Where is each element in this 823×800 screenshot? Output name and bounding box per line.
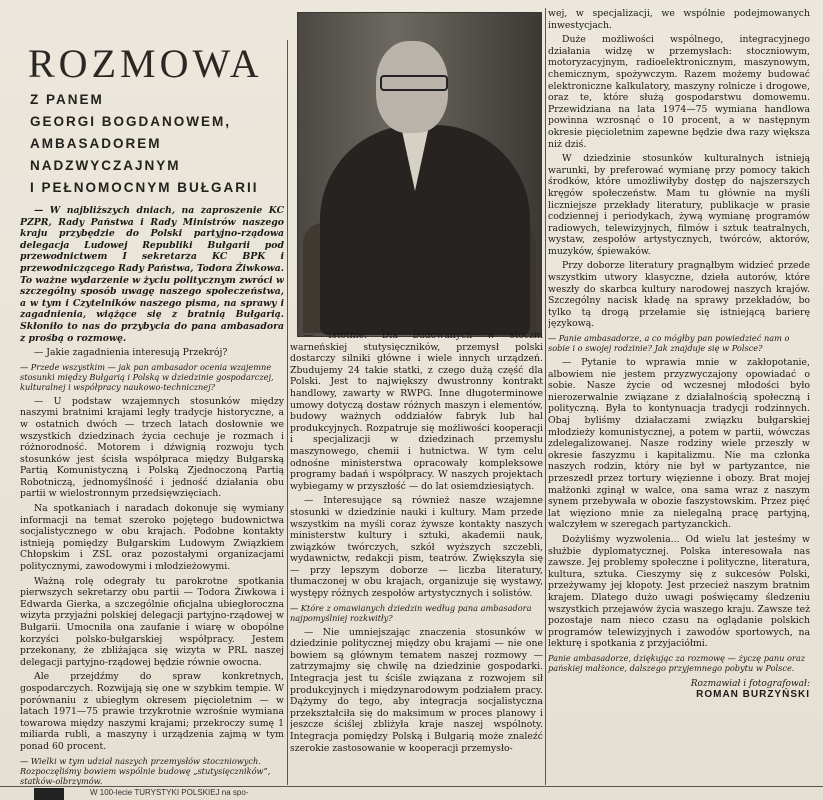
paragraph: — Pytanie to wprawia mnie w zakłopotanie, albowiem nie jestem przyzwyczajony opowiadać o sobie. Nasze życie od wczesnej młodości było nierozerwalnie związane z działalnością społeczną i polityczną. Była to kontynuacja tradycji rodzinnych. Obaj byliśmy działaczami związku bułgarskiej młodzieży komunistycznej, a potem w partii, wówczas zdelegalizowanej. Nasze rodziny wiele przeszły w okresie faszyzmu i kapitalizmu. Nie ma członka naszych rodzin, który nie był w partyzantce, nie przeszedł przez tortury więzienne i obozy. Brat mojej małżonki zginął w walce, ona sama wraz z naszym synem przebywała w obozie faszystowskim. Przez pięć lat więziono mnie za nielegalną pracę partyjną, walczyłem w szeregach partyzanckich. (548, 357, 810, 531)
column-divider (545, 8, 546, 785)
footer-text: W 100-lecie TURYSTYKI POLSKIEJ na spo- (90, 788, 249, 797)
paragraph: Przy doborze literatury pragnąłbym widzieć przede wszystkim utwory klasyczne, dzieła autorów, które weszły do skarbca kultury narodowej naszych krajów. Szczególny nacisk kładę na sprawy przekładów, bo tylko tą drogą przełamie się istniejącą barierę językową. (548, 260, 810, 330)
paragraph: Ważną rolę odegrały tu parokrotne spotkania pierwszych sekretarzy obu partii — Todora Żiwkowa i Edwarda Gierka, a szczególnie oficjalna ubiegłoroczna wizyta przyjaźni polskiej delegacji partyjno-rządowej w Bułgarii. Umocniła ona zaufanie i wiarę w obopólne korzyści polsko-bułgarskiej współpracy. Jestem przekonany, że zbliżająca się wizyta w PRL naszej delegacji partyjno-rządowej będzie równie owocna. (20, 575, 284, 668)
paragraph: — Nie umniejszając znaczenia stosunków w dziedzinie politycznej między obu krajami — nie one bowiem są głównym tematem naszej rozmowy — zatrzymajmy się chwilę na dziedzinie gospodarki. Integracja jest tu ściśle związana z rozwojem sił produkcyjnych i międzynarodowym podziałem pracy. Dążymy do tego, aby integracja socjalistyczna przekształciła się do maksimum w proces planowy i jeszcze ściślej zbliżyła kraje naszej wspólnoty. Integracja pomiędzy Polską i Bułgarią może znaleźć szerokie zastosowanie w kooperacji przemysło- (290, 626, 543, 754)
paragraph: Duże możliwości wspólnego, integracyjnego działania widzę w przemysłach: stoczniowym, motoryzacyjnym, radioelektronicznym, maszynowym, chemicznym, spożywczym. Razem możemy budować elektroniczne kalkulatory, maszyny rolnicze i drogowe, oraz te, które służą gospodarstwu domowemu. Przewidziana na lata 1974—75 wymiana handlowa powinna wzrosnąć o 10 procent, a w następnym okresie pięcioletnim zapewne będzie dwa razy większa niż dziś. (548, 34, 810, 150)
lead-paragraph: — W najbliższych dniach, na zaproszenie KC PZPR, Rady Państwa i Rady Ministrów naszego kraju przybędzie do Polski partyjno-rządowa delegacja Ludowej Republiki Bułgarii pod przewodnictwem I sekretarza KC BPK i przewodniczącego Rady Państwa, Todora Żiwkowa. To ważne wydarzenie w życiu politycznym zwróci w szczególny sposób uwagę naszego społeczeństwa, a w tym i Czytelników naszego pisma, na sprawy i zagadnienia, wiążące się z bratnią Bułgarią. Skłoniło to nas do przybycia do pana ambasadora z prośbą o rozmowę. (20, 205, 284, 344)
article-subtitle (30, 89, 284, 199)
ambassador-portrait-photo (297, 12, 542, 337)
question: — Jakie zagadnienia interesują Przekrój? (34, 347, 228, 359)
bottom-rule (0, 786, 823, 787)
question-italic: — Panie ambasadorze, a co mógłby pan powiedzieć nam o sobie i o swojej rodzinie? Jak znajduje się w Polsce? (548, 333, 790, 354)
subtitle-line: Z PANEM (30, 92, 104, 107)
photo-glasses (380, 75, 448, 91)
subtitle-line: GEORGI BOGDANOWEM, (30, 114, 231, 129)
paragraph: Ale przejdźmy do spraw konkretnych, gospodarczych. Rozwijają się one w szybkim tempie. W porównaniu z ubiegłym okresem pięcioletnim — w latach 1971—75 prawie trzykrotnie wzrośnie wymiana towarowa między naszymi krajami; przekroczy sumę 1 miliarda rubli, a maszyny i urządzenia zajmą w tym ponad 60 procent. (20, 671, 284, 752)
question-italic: — Przede wszystkim — jak pan ambasador ocenia wzajemne stosunki między Bułgarią i Polską w dziedzinie gospodarczej, kulturalnej i współpracy naukowo-technicznej? (20, 361, 274, 392)
question-italic: — Które z omawianych dziedzin według pana ambasadora najpomyślniej rozkwitły? (290, 602, 532, 623)
column-right (548, 8, 810, 785)
paragraph: Na spotkaniach i naradach dokonuje się wymiany informacji na temat szeroko pojętego budownictwa socjalistycznego w obu krajach. Podobne kontakty istnieją pomiędzy Bułgarskim Ludowym Związkiem Chłopskim i ZSL oraz pozostałymi organizacjami politycznymi, zawodowymi i młodzieżowymi. (20, 503, 284, 573)
article-title: ROZMOWA (28, 41, 263, 86)
question-italic: — Wielki w tym udział naszych przemysłów stoczniowych. Rozpoczęliśmy bowiem wspólnie budowę „stutysięczników”, statków-olbrzymów. (20, 755, 271, 785)
closing-italic: Panie ambasadorze, dziękując za rozmowę — życzę panu oraz pańskiej małżonce, dalszego przyjemnego pobytu w Polsce. (548, 652, 806, 673)
paragraph: W dziedzinie stosunków kulturalnych istnieją warunki, by preferować wymianę przy pomocy takich środków, które umożliwiłyby dostęp do najszerszych kręgów społeczeństw. Mam tu głównie na myśli liczniejsze przekłady literatury, publikacje w prasie codziennej i periodykach, żywą wymianę programów radiowych, telewizyjnych, filmów i sztuk teatralnych, wystaw, zespołów artystycznych, twórców, aktorów, muzyków, śpiewaków. (548, 153, 810, 257)
subtitle-line: I PEŁNOMOCNYM BUŁGARII (30, 180, 259, 195)
paragraph: — Interesujące są również nasze wzajemne stosunki w dziedzinie nauki i kultury. Mam przede wszystkim na myśli coraz żywsze kontakty naszych ministerstw kultury i sztuki, akademii nauk, związków twórczych, szkół wyższych szczebli, wydawnictw, redakcji pism, teatrów. Zwiększyła się — przy lepszym doborze — liczba literatury, tłumaczonej w obu krajach, organizuje się wystawy, występy różnych zespołów artystycznych i solistów. (290, 495, 543, 600)
photo-suit (320, 125, 530, 335)
paragraph: Dożyliśmy wyzwolenia... Od wielu lat jesteśmy w służbie dyplomatycznej. Polska interesowała nas zawsze. Jej problemy społeczne i polityczne, literatura, kultura, sztuka. Cieszymy się z sukcesów Polski, przeżywamy jej kłopoty. Jest przecież naszym bratnim krajem. Dlatego dużo uwagi poświęcamy śledzeniu wszystkich przejawów życia waszego kraju. Zawsze też pozostaje nam nieco czasu na oglądanie polskich programów telewizyjnych i zawodów sportowych, na lekturę i spotkania z przyjaciółmi. (548, 533, 810, 650)
subtitle-line: AMBASADOREM NADZWYCZAJNYM (30, 136, 181, 173)
byline: Rozmawiał i fotografował: (690, 678, 810, 689)
author-name: ROMAN BURZYŃSKI (696, 688, 810, 700)
paragraph: — U podstaw wzajemnych stosunków między naszymi bratnimi krajami legły tradycje historyczne, a w ostatnich dwóch — trzech latach dosłownie we wszystkich dziedzinach życia cechuje je rozmach i różnorodność. Motorem i dźwignią rozwoju tych stosunków jest ścisła współpraca między Bułgarską Partią Komunistyczną i Polską Zjednoczoną Partią Robotniczą, jednomyślność i jedność działania obu partii w wielostronnym przedsięwzięciach. (20, 395, 284, 500)
paragraph: — Istotnie. Dla budowanych w stoczni warneńskiej stutysięczników, przemysł polski dostarczy silniki główne i wiele innych urządzeń. Zbudujemy 24 takie statki, z czego dużą część dla Polski. Jest to największy dwustronny kontrakt handlowy, zawarty w RWPG. Inne długoterminowe umowy dotyczą dostaw różnych maszyn i elementów, budowy ważnych oddziałów fabryk lub hal produkcyjnych. Rozpatruje się możliwości kooperacji i specjalizacji w dziedzinach przemysłu maszynowego, chemii i hutnictwa. W tym celu odnośne ministerstwa opracowały kompleksowe programy badań i współpracy. W naszych projektach wybiegamy w przyszłość — do lat osiemdziesiątych. (290, 330, 543, 492)
paragraph: wej, w specjalizacji, we wspólnie podejmowanych inwestycjach. (548, 8, 810, 31)
column-divider (287, 40, 288, 785)
column-left (20, 40, 284, 785)
footer-teaser (40, 788, 780, 800)
column-middle (290, 330, 543, 785)
